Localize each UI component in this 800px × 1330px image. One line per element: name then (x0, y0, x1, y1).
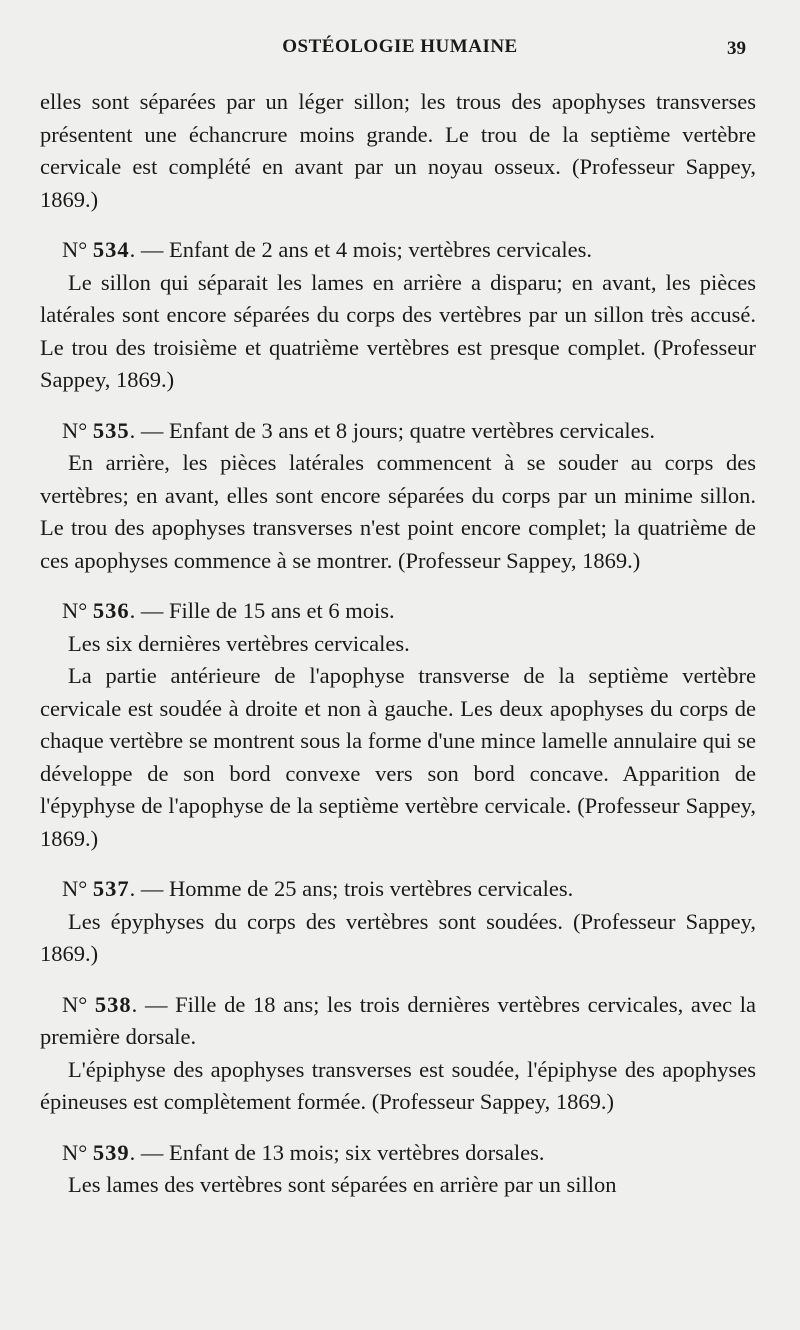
entry-number: 539 (92, 1139, 130, 1165)
entry-number: 536 (92, 598, 130, 623)
entry-prefix: N° (62, 991, 88, 1017)
entry-538-heading (40, 989, 756, 1054)
entry-536-description: La partie antérieure de l'apophyse transverse de la septième vertèbre cervicale est soudée à droite et non à gauche. Les deux apophyses du corps de chaque vertèbre se montrent sous la forme d'une mince lamelle annulaire qui se développe de son bord convexe vers son bord concave. Apparition de l'épyphyse de l'apophyse de la septième vertèbre cervicale. (Professeur Sappey, 1869.) (40, 663, 756, 851)
entry-title: . — Enfant de 3 ans et 8 jours; quatre vertèbres cervicales. (129, 417, 656, 443)
entry-535-heading (40, 415, 756, 448)
entry-prefix: N° (62, 1139, 88, 1165)
entry-539-description: Les lames des vertèbres sont séparées en arrière par un sillon (68, 1172, 617, 1197)
entry-number: 537 (92, 876, 130, 901)
entry-title: . — Homme de 25 ans; trois vertèbres cervicales. (129, 876, 574, 901)
page-header (0, 36, 800, 64)
entry-number: 535 (92, 417, 130, 443)
entry-prefix: N° (62, 237, 88, 262)
entry-534-description: Le sillon qui séparait les lames en arrière a disparu; en avant, les pièces latérales sont encore séparées du corps des vertèbres par un sillon très accusé. Le trou des troisième et quatrième vertèbres est presque complet. (Professeur Sappey, 1869.) (40, 269, 756, 392)
entry-title: . — Fille de 15 ans et 6 mois. (129, 598, 395, 623)
entry-number: 534 (92, 237, 130, 262)
entry-537-description: Les épyphyses du corps des vertèbres sont soudées. (Professeur Sappey, 1869.) (40, 908, 756, 966)
entry-536-heading (40, 595, 756, 628)
running-title: OSTÉOLOGIE HUMAINE (282, 36, 518, 57)
entry-536-specimen: Les six dernières vertèbres cervicales. (68, 630, 410, 656)
entry-number: 538 (94, 991, 132, 1017)
entry-534-heading (40, 234, 756, 267)
entry-539-heading (40, 1137, 756, 1170)
entry-prefix: N° (62, 417, 88, 443)
page-number: 39 (727, 38, 746, 59)
entry-prefix: N° (62, 598, 88, 623)
entry-537-heading (40, 873, 756, 906)
entry-535-description: En arrière, les pièces latérales commencent à se souder au corps des vertèbres; en avant, elles sont encore séparées du corps par un minime sillon. Le trou des apophyses transverses n'est point encore complet; la quatrième de ces apophyses commence à se montrer. (Professeur Sappey, 1869.) (40, 450, 756, 573)
page-body (40, 86, 756, 1202)
entry-title: . — Fille de 18 ans; les trois dernières vertèbres cervicales, avec la première dorsale. (40, 991, 756, 1049)
entry-title: . — Enfant de 2 ans et 4 mois; vertèbres cervicales. (129, 237, 592, 262)
entry-538-description: L'épiphyse des apophyses transverses est soudée, l'épiphyse des apophyses épineuses est complètement formée. (Professeur Sappey, 1869.) (40, 1056, 756, 1114)
entry-prefix: N° (62, 876, 88, 901)
entry-title: . — Enfant de 13 mois; six vertèbres dorsales. (129, 1139, 545, 1165)
paragraph-continuation: elles sont séparées par un léger sillon; les trous des apophyses transverses présentent une échancrure moins grande. Le trou de la septième vertèbre cervicale est complété en avant par un noyau osseux. (Professeur Sappey, 1869.) (40, 89, 756, 212)
